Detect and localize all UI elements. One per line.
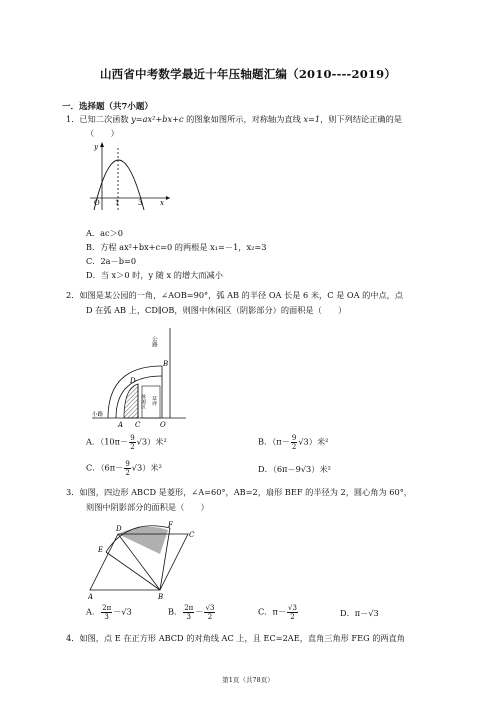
q2-a-den: 2 xyxy=(130,443,135,451)
q3-c-den: 2 xyxy=(290,613,295,621)
q2-b-num: 9 xyxy=(291,434,297,442)
q2-option-c xyxy=(86,460,162,477)
q3-c-fraction xyxy=(287,604,298,621)
q3-a-post: －√3 xyxy=(113,606,132,617)
q2-c-den: 2 xyxy=(125,469,130,477)
q3-label-b: B xyxy=(158,593,164,600)
q3-stem-line1 xyxy=(66,487,412,498)
q3-a-num: 2π xyxy=(102,604,112,612)
q3-stem-line2: 则图中阴影部分的面积是（ ） xyxy=(86,502,209,512)
q1-option-d: D．当 x＞0 时，y 随 x 的增大而减小 xyxy=(86,270,223,280)
q4-number: 4． xyxy=(66,633,80,643)
q3-number: 3． xyxy=(66,487,80,497)
q2-a-fraction xyxy=(129,434,135,451)
q2-c-num: 9 xyxy=(125,460,130,468)
q3-label-e: E xyxy=(98,546,104,554)
q3-c-pre: C．π－ xyxy=(258,606,287,617)
q2-line1: 如图是某公园的一角，∠AOB=90°，弧 AB 的半径 OA 长是 6 米，C 是 OA 的中点，点 xyxy=(79,290,404,300)
q2-a-pre: A．（10π－ xyxy=(86,436,129,447)
q3-label-f: F xyxy=(168,521,173,529)
document-title: 山西省中考数学最近十年压轴题汇编（2010----2019） xyxy=(99,67,397,81)
q1-stem xyxy=(66,114,402,125)
q1-axis: x=1 xyxy=(303,114,321,124)
q2-option-b xyxy=(258,434,328,451)
q2-park-figure xyxy=(92,326,192,430)
q2-b-post: √3）米² xyxy=(298,436,329,447)
q3-label-d: D xyxy=(116,525,122,533)
q2-label-a: A xyxy=(118,421,124,429)
q3-c-num: √3 xyxy=(288,604,297,612)
q3-b-den: 3 xyxy=(186,613,191,621)
q3-label-a: A xyxy=(88,593,94,600)
q2-label-c: C xyxy=(135,421,141,429)
q2-c-pre: C．（6π－ xyxy=(86,462,124,473)
q1-label-three: 3 xyxy=(138,199,143,207)
q2-label-road: 公路 xyxy=(151,336,157,347)
q2-label-grass: 草坪 xyxy=(151,396,157,406)
q1-number: 1． xyxy=(66,114,80,124)
q2-stem-line2: D 在弧 AB 上，CD∥OB，则图中休闲区（阴影部分）的面积是（ ） xyxy=(86,305,347,315)
q3-a-den: 3 xyxy=(104,613,109,621)
q3-shaded-region xyxy=(118,527,168,554)
q2-label-b: B xyxy=(163,360,169,368)
q1-label-x: x xyxy=(160,199,164,207)
q3-a-pre: A． xyxy=(86,606,101,617)
q1-label-y: y xyxy=(94,143,98,151)
q3-label-c: C xyxy=(189,531,195,539)
q3-a-fraction xyxy=(101,604,112,621)
q3-rhombus-figure xyxy=(88,520,200,600)
q2-c-post: √3）米² xyxy=(131,462,162,473)
q2-label-lane: 小路 xyxy=(92,412,104,418)
q2-label-rest: 休闲区 xyxy=(140,394,146,409)
q3-b-fraction1 xyxy=(183,604,194,621)
q2-label-o: O xyxy=(160,421,166,429)
q3-line1: 如图，四边形 ABCD 是菱形，∠A=60°，AB=2，扇形 BEF 的半径为 2，圆心角为 60°， xyxy=(79,487,412,497)
q2-option-a xyxy=(86,434,167,451)
q1-text-c: ，则下列结论正确的是 xyxy=(320,114,402,124)
q3-option-a xyxy=(86,604,132,621)
page-footer: 第1页（共78页） xyxy=(222,676,274,684)
q1-option-b: B．方程 ax²+bx+c=0 的两根是 x₁=－1，x₂=3 xyxy=(86,242,267,252)
q2-b-den: 2 xyxy=(291,443,297,451)
q2-a-num: 9 xyxy=(130,434,135,442)
q1-parabola-figure xyxy=(88,140,172,212)
q2-label-d: D xyxy=(130,377,136,385)
q1-label-origin: O xyxy=(94,199,100,207)
q1-answer-paren: （ ） xyxy=(86,128,119,138)
q1-y-arrow-icon xyxy=(100,142,104,147)
q2-stem-line1 xyxy=(66,290,403,301)
q1-text-a: 已知二次函数 xyxy=(79,114,132,124)
q3-b-den2: 2 xyxy=(207,613,213,621)
q4-line1: 如图，点 E 在正方形 ABCD 的对角线 AC 上，且 EC=2AE，直角三角形 FEG 的两直角 xyxy=(79,633,405,643)
q3-b-mid: － xyxy=(195,606,204,617)
q1-function: y=ax²+bx+c xyxy=(131,114,184,124)
q1-option-c: C．2a－b=0 xyxy=(86,256,137,266)
q2-option-d: D．（6π－9√3）米² xyxy=(258,464,331,474)
section-heading: 一．选择题（共7小题） xyxy=(62,102,153,112)
q1-option-a: A．ac＞0 xyxy=(86,228,123,238)
q1-x-arrow-icon xyxy=(166,196,170,200)
q2-b-pre: B．（π－ xyxy=(258,436,290,447)
q4-stem-line1 xyxy=(66,633,405,644)
q2-shaded-region xyxy=(124,384,138,418)
q2-c-fraction xyxy=(124,460,130,477)
q1-text-b: 的图象如图所示，对称轴为直线 xyxy=(183,114,304,124)
q3-b-num2: √3 xyxy=(205,604,215,612)
q3-b-num: 2π xyxy=(184,604,194,612)
q2-number: 2． xyxy=(66,290,80,300)
q2-b-fraction xyxy=(291,434,297,451)
q3-b-fraction2 xyxy=(204,604,215,621)
q1-label-one: 1 xyxy=(115,199,120,207)
q3-b-pre: B． xyxy=(168,606,183,617)
q3-option-d: D．π－√3 xyxy=(340,608,379,618)
q3-radius-be xyxy=(106,552,160,590)
q3-option-b xyxy=(168,604,216,621)
q2-a-post: √3）米² xyxy=(136,436,167,447)
q3-option-c xyxy=(258,604,299,621)
